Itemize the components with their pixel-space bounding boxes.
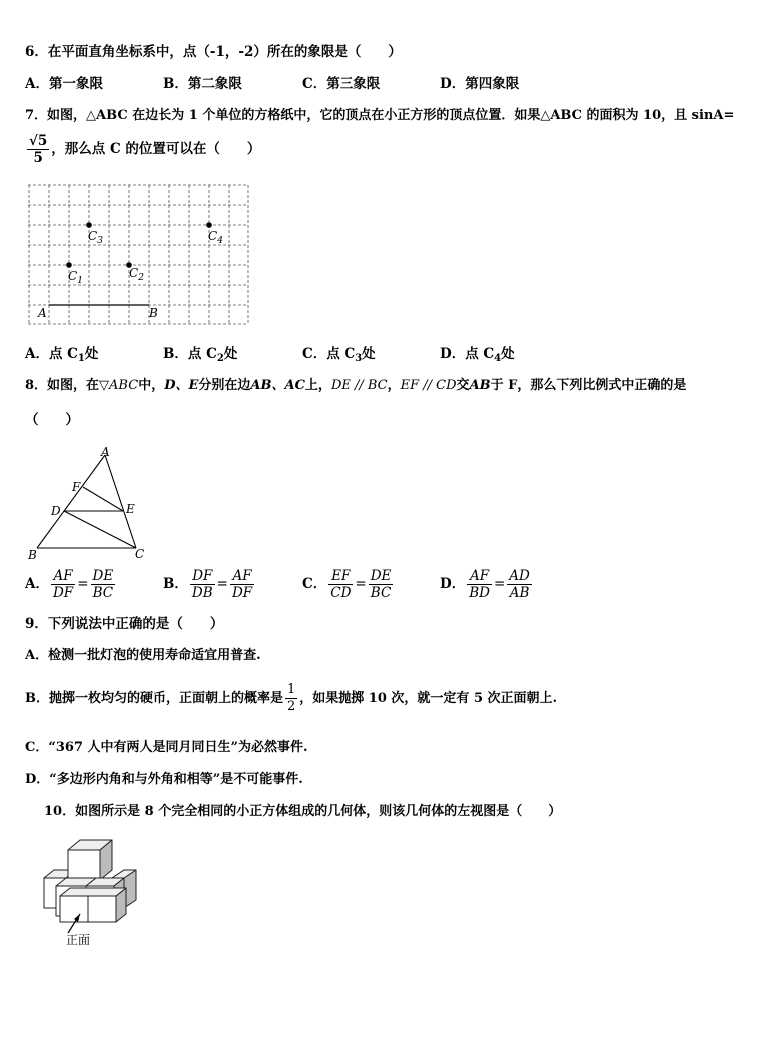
q10-cubes-figure: [40, 830, 145, 948]
q7-stem: 7．如图，△ABC 在边长为 1 个单位的方格纸中，它的顶点在小正方形的顶点位置．如果△ABC 的面积为 10，且 sinA=: [25, 108, 735, 123]
q7-frac-den: 5: [33, 150, 43, 166]
q8-triangle-figure: [25, 445, 155, 563]
q8-label-d: D: [51, 504, 61, 518]
q7-option-a: A．点 $C_1$处: [25, 346, 99, 364]
q8-label-a: A: [101, 445, 110, 459]
q9-option-a: A．检测一批灯泡的使用寿命适宜用普查.: [25, 648, 261, 663]
q8-answer-paren: （ ）: [25, 412, 79, 428]
q7-point-c1: [66, 262, 72, 268]
q10-front-label: 正面: [66, 933, 91, 947]
q7-label-c1: $C_1$: [68, 269, 83, 286]
q7-frac-num: √5: [29, 133, 48, 149]
q7-stem-line2: [25, 133, 260, 166]
q7-label-c4: $C_4$: [208, 229, 223, 246]
q6-stem: 6．在平面直角坐标系中，点（-1，-2）所在的象限是（ ）: [25, 44, 402, 60]
q7-grid-figure: [28, 183, 253, 328]
q8-label-b: B: [28, 548, 37, 562]
q7-sin-fraction: [27, 133, 49, 166]
q8-option-a: A． $\frac{AF}{DF}$ = $\frac{DE}{BC}$: [25, 568, 114, 601]
q7-option-d: D．点 $C_4$处: [440, 346, 515, 364]
q9-option-b: B．抛掷一枚均匀的硬币，正面朝上的概率是 $\frac{1}{2}$ ，如果抛掷 10 次，就一定有 5 次正面朝上.: [25, 682, 558, 714]
q7-label-c3: $C_3$: [88, 229, 103, 246]
q7-label-b: B: [149, 306, 158, 320]
q6-option-c: C．第三象限: [302, 76, 381, 92]
q7-point-c4: [206, 222, 212, 228]
q6-option-a: A．第一象限: [25, 76, 103, 92]
q10-stem: 10．如图所示是 8 个完全相同的小正方体组成的几何体，则该几何体的左视图是（ ）: [44, 804, 562, 819]
q7-stem-tail: ，那么点 C 的位置可以在（ ）: [51, 141, 261, 157]
q8-stem: 8．如图，在▽ABC中，D、E分别在边AB、AC上，DE // BC，EF // CD交AB于 F，那么下列比例式中正确的是: [25, 378, 687, 393]
q8-label-f: F: [72, 480, 81, 494]
q7-label-a: A: [38, 306, 47, 320]
q7-option-b: B．点 $C_2$处: [163, 346, 238, 364]
q8-label-e: E: [126, 502, 135, 516]
q8-option-d: D． $\frac{AF}{BD}$ = $\frac{AD}{AB}$: [440, 568, 530, 601]
q9-stem: 9．下列说法中正确的是（ ）: [25, 616, 224, 632]
q9-option-d: D．“多边形内角和与外角和相等”是不可能事件.: [25, 772, 303, 787]
q8-option-c: C． $\frac{EF}{CD}$ = $\frac{DE}{BC}$: [302, 568, 392, 601]
q7-option-c: C．点 $C_3$处: [302, 346, 376, 364]
q7-point-c3: [86, 222, 92, 228]
q6-option-d: D．第四象限: [440, 76, 520, 92]
q6-option-b: B．第二象限: [163, 76, 242, 92]
q9-option-c: C．“367 人中有两人是同月同日生”为必然事件.: [25, 740, 308, 755]
q7-label-c2: $C_2$: [129, 266, 144, 283]
q8-label-c: C: [135, 547, 145, 561]
q8-option-b: B． $\frac{DF}{DB}$ = $\frac{AF}{DF}$: [163, 568, 253, 601]
